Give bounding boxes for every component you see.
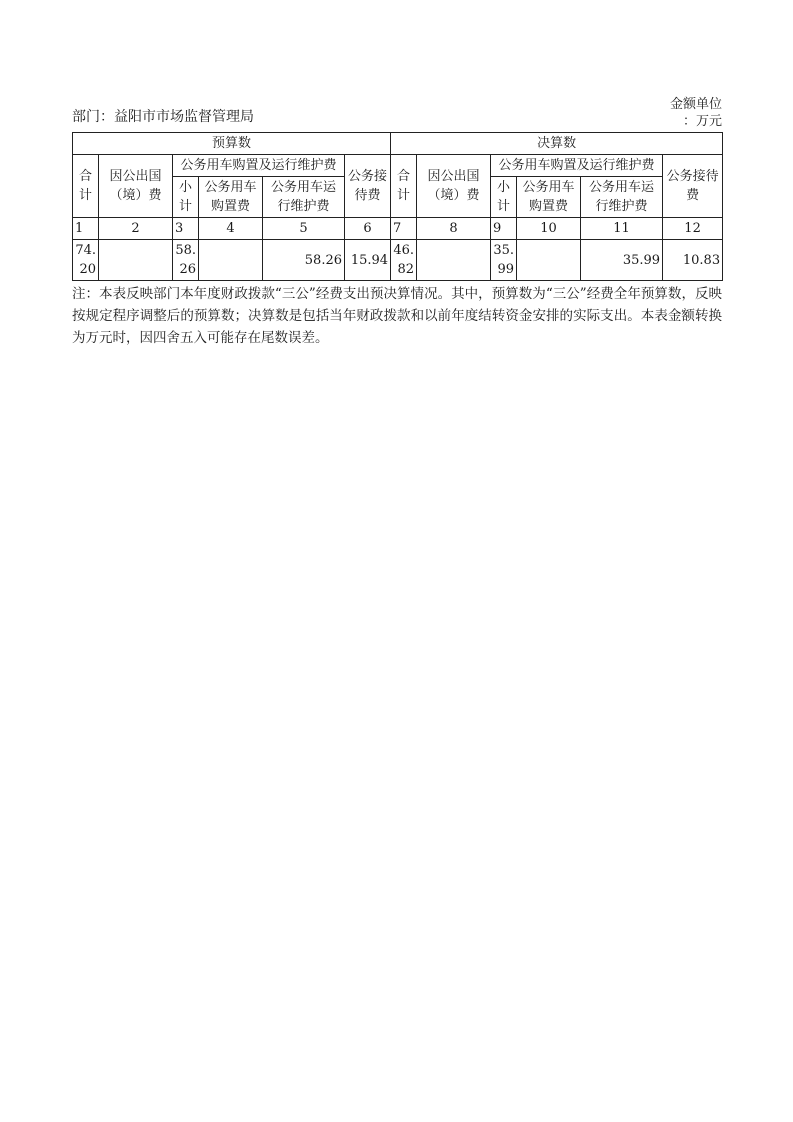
column-number: 6 [345, 218, 391, 240]
column-number: 5 [263, 218, 345, 240]
budget-subtotal-value: 58.26 [173, 240, 199, 281]
table-column-header-row [73, 155, 723, 177]
final-total-value: 46.82 [391, 240, 417, 281]
final-abroad-header: 因公出国（境）费 [417, 155, 491, 218]
column-number-row [73, 218, 723, 240]
budget-abroad-header: 因公出国（境）费 [99, 155, 173, 218]
column-number: 1 [73, 218, 99, 240]
column-number: 9 [491, 218, 517, 240]
final-purchase-header: 公务用车购置费 [517, 177, 581, 218]
budget-reception-value: 15.94 [345, 240, 391, 281]
amount-unit-line2: ：万元 [682, 114, 722, 129]
document-page [72, 96, 722, 349]
column-number: 4 [199, 218, 263, 240]
amount-unit-line1: 金额单位 [669, 97, 722, 112]
department-label: 部门：益阳市市场监督管理局 [72, 109, 254, 125]
table-footnote: 注：本表反映部门本年度财政拨款“三公”经费支出预决算情况。其中，预算数为“三公”经费全年预算数，反映按规定程序调整后的预算数；决算数是包括当年财政拨款和以前年度结转资金安排的实际支出。本表金额转换为万元时，因四舍五入可能存在尾数误差。 [72, 286, 722, 346]
final-operation-header: 公务用车运行维护费 [581, 177, 663, 218]
budget-total-header: 合计 [73, 155, 99, 218]
budget-operation-value: 58.26 [263, 240, 345, 281]
final-total-header: 合计 [391, 155, 417, 218]
budget-subtotal-header: 小计 [173, 177, 199, 218]
final-abroad-value [417, 240, 491, 281]
final-reception-value: 10.83 [663, 240, 723, 281]
budget-total-value: 74.20 [73, 240, 99, 281]
budget-group-header: 预算数 [73, 133, 391, 155]
budget-operation-header: 公务用车运行维护费 [263, 177, 345, 218]
budget-vehicle-header: 公务用车购置及运行维护费 [173, 155, 345, 177]
amount-unit-label [664, 96, 722, 130]
budget-purchase-header: 公务用车购置费 [199, 177, 263, 218]
column-number: 12 [663, 218, 723, 240]
column-number: 11 [581, 218, 663, 240]
final-subtotal-value: 35.99 [491, 240, 517, 281]
column-number: 2 [99, 218, 173, 240]
column-number: 10 [517, 218, 581, 240]
table-header-info [72, 96, 722, 132]
three-public-expenses-table [72, 132, 723, 281]
final-vehicle-header: 公务用车购置及运行维护费 [491, 155, 663, 177]
budget-purchase-value [199, 240, 263, 281]
budget-reception-header: 公务接待费 [345, 155, 391, 218]
column-number: 7 [391, 218, 417, 240]
table-group-header-row [73, 133, 723, 155]
column-number: 8 [417, 218, 491, 240]
final-subtotal-header: 小计 [491, 177, 517, 218]
final-operation-value: 35.99 [581, 240, 663, 281]
final-reception-header: 公务接待费 [663, 155, 723, 218]
budget-abroad-value [99, 240, 173, 281]
table-row [73, 240, 723, 281]
final-group-header: 决算数 [391, 133, 723, 155]
final-purchase-value [517, 240, 581, 281]
column-number: 3 [173, 218, 199, 240]
